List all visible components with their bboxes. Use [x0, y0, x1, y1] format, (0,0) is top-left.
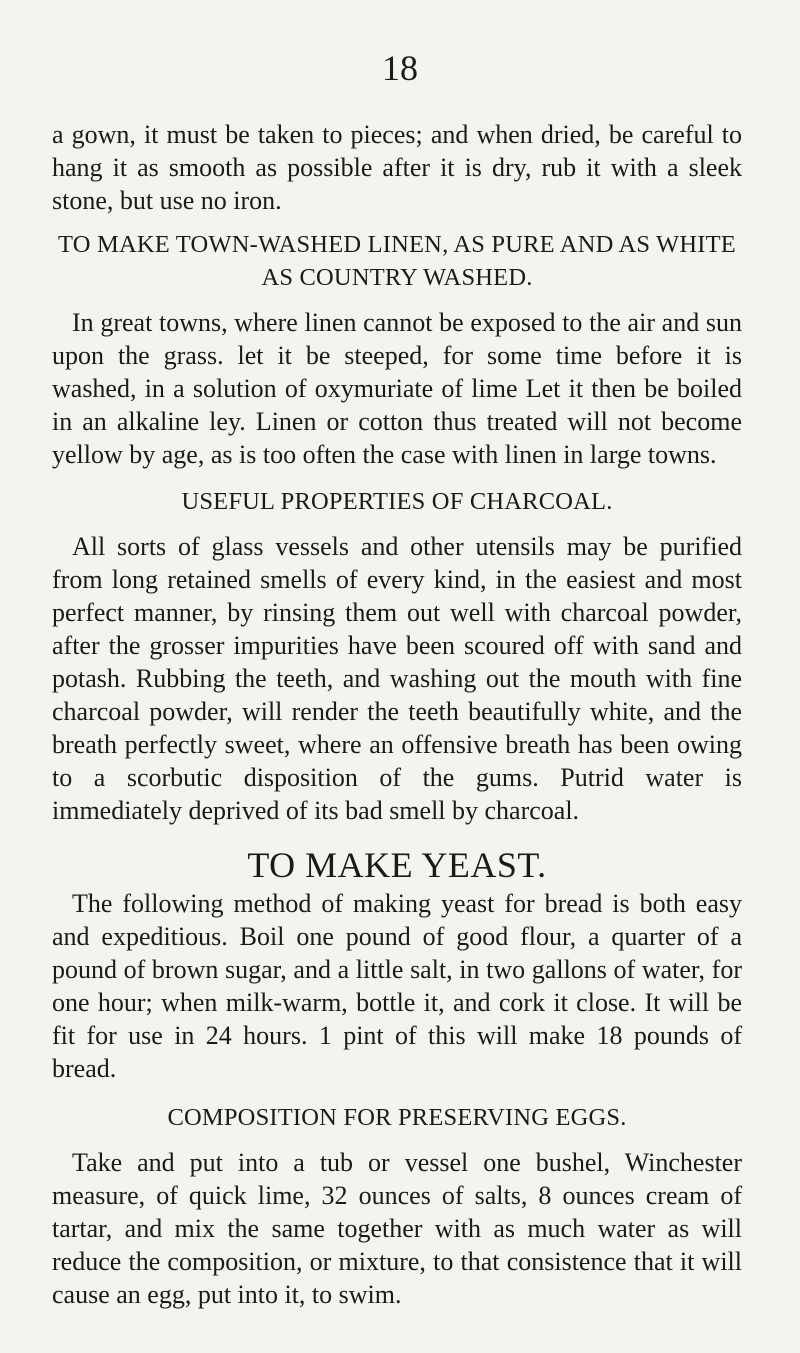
- page-number: 18: [382, 48, 418, 88]
- preserving-eggs-paragraph: Take and put into a tub or vessel one bushel, Winchester measure, of quick lime, 32 ounces of salts, 8 ounces cream of tartar, and mix the same together with as much water as will reduce the composition, or mixture, to that consistence that it will cause an egg, put into it, to swim.: [52, 1148, 742, 1309]
- heading-preserving-eggs: COMPOSITION FOR PRESERVING EGGS.: [167, 1104, 627, 1131]
- heading-charcoal: USEFUL PROPERTIES OF CHARCOAL.: [181, 488, 613, 515]
- heading-yeast: TO MAKE YEAST.: [247, 845, 547, 885]
- page-body: [52, 118, 742, 1311]
- heading-town-washed-linen: TO MAKE TOWN-WASHED LINEN, AS PURE AND AS WHITE AS COUNTRY WASHED.: [58, 231, 736, 291]
- charcoal-paragraph: All sorts of glass vessels and other utensils may be purified from long retained smells of every kind, in the easiest and most perfect manner, by rinsing them out well with charcoal powder, after the grosser impurities have been scoured off with sand and potash. Rubbing the teeth, and washing out the mouth with fine charcoal powder, will render the teeth beautifully white, and the breath perfectly sweet, where an offensive breath has been owing to a scorbutic disposition of the gums. Putrid water is immediately deprived of its bad smell by charcoal.: [52, 532, 742, 825]
- yeast-paragraph: The following method of making yeast for bread is both easy and expeditious. Boil one pound of good flour, a quarter of a pound of brown sugar, and a little salt, in two gallons of water, for one hour; when milk-warm, bottle it, and cork it close. It will be fit for use in 24 hours. 1 pint of this will make 18 pounds of bread.: [52, 889, 742, 1083]
- town-washed-linen-paragraph: In great towns, where linen cannot be exposed to the air and sun upon the grass. let it be steeped, for some time before it is washed, in a solution of oxymuriate of lime Let it then be boiled in an alkaline ley. Linen or cotton thus treated will not become yellow by age, as is too often the case with linen in large towns.: [52, 308, 742, 469]
- gown-continuation-paragraph: a gown, it must be taken to pieces; and when dried, be careful to hang it as smooth as possible after it is dry, rub it with a sleek stone, but use no iron.: [52, 120, 742, 215]
